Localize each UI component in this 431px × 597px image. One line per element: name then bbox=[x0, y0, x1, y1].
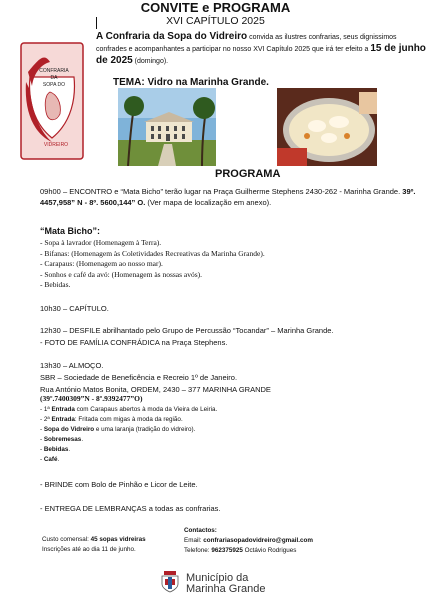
menu-rest: . bbox=[57, 456, 60, 463]
intro-text-2: (domingo). bbox=[132, 58, 169, 65]
telefone-line bbox=[184, 546, 313, 556]
encontro-text: – ENCONTRO e “Mata Bicho” terão lugar na Praça Guilherme Stephens 2430-262 - Marinha Grande. bbox=[60, 187, 403, 196]
telefone-number: 962375925 bbox=[211, 547, 243, 554]
list-item bbox=[40, 455, 217, 465]
list-item bbox=[40, 405, 217, 415]
list-item: - Sopa à lavrador (Homenagem à Terra). bbox=[40, 238, 162, 247]
menu-prefix: - 2ª bbox=[40, 416, 52, 423]
email-line bbox=[184, 536, 313, 546]
confraria-logo bbox=[20, 42, 84, 160]
menu-prefix: - bbox=[40, 456, 44, 463]
menu-bold: Sopa do Vidreiro bbox=[43, 426, 95, 433]
logo-line-3: SOPA DO bbox=[42, 82, 66, 88]
intro-paragraph bbox=[96, 31, 426, 67]
page-subtitle: XVI CAPÍTULO 2025 bbox=[166, 15, 265, 27]
lembrancas-rest: a todas as confrarias. bbox=[146, 504, 221, 513]
intro-text-1: convida as ilustres confrarias, seus dignissimos confrades e acompanhantes a participar no nosso XVI Capítulo 2025 que irá ter efeito a bbox=[96, 34, 397, 53]
list-item bbox=[40, 415, 217, 425]
menu-bold: Bebidas bbox=[43, 446, 69, 453]
menu-prefix: - bbox=[40, 446, 44, 453]
coords-line: (39º.7400309”N - 8º.9392477”O) bbox=[40, 394, 143, 403]
menu-rest: . bbox=[68, 446, 71, 453]
email-label: Email: bbox=[184, 537, 204, 544]
encontro-coords: 39º. 4457,958” N - 8º. 5600,144” O. bbox=[40, 187, 416, 207]
page-title: CONVITE e PROGRAMA bbox=[140, 0, 291, 15]
encontro-time: 09h00 bbox=[40, 187, 61, 196]
soup-photo bbox=[277, 88, 377, 166]
almoco-line: 13h30 – ALMOÇO. bbox=[40, 361, 104, 370]
menu-prefix: - bbox=[40, 436, 44, 443]
menu-prefix: - 1ª bbox=[40, 406, 52, 413]
brinde-line: - BRINDE com Bolo de Pinhão e Licor de Leite. bbox=[40, 480, 198, 489]
sbr-line: SBR – Sociedade de Beneficência e Recreio 1º de Janeiro. bbox=[40, 373, 238, 382]
list-item bbox=[40, 435, 217, 445]
custo-block bbox=[42, 535, 146, 555]
menu-bold: Entrada bbox=[51, 416, 75, 423]
list-item: - Bifanas: (Homenagem às Coletividades Recreativas da Marinha Grande). bbox=[40, 248, 265, 258]
event-date: 15 de junho de 2025 bbox=[96, 43, 426, 66]
list-item bbox=[40, 425, 217, 435]
telefone-label: Telefone: bbox=[184, 547, 212, 554]
building-photo bbox=[118, 88, 216, 166]
custo-line bbox=[42, 535, 146, 545]
menu-rest: e uma laranja (tradição do vidreiro). bbox=[94, 426, 196, 433]
contactos-block bbox=[184, 526, 313, 556]
municipio-name bbox=[186, 573, 266, 595]
logo-line-4: VIDREIRO bbox=[43, 142, 69, 148]
logo-line-1: CONFRARIA bbox=[39, 68, 69, 74]
menu-rest: . bbox=[81, 436, 84, 443]
programa-title: PROGRAMA bbox=[215, 168, 281, 180]
lembrancas-bold: - ENTREGA DE LEMBRANÇAS bbox=[40, 504, 147, 513]
menu-bold: Café bbox=[43, 456, 58, 463]
list-item: - Bebidas. bbox=[40, 280, 71, 289]
menu-list bbox=[40, 405, 217, 465]
inscricoes-line: Inscrições até ao dia 11 de junho. bbox=[42, 546, 136, 553]
list-item: - Sonhos e café da avó: (Homenagem às nossas avós). bbox=[40, 269, 203, 279]
encontro-block bbox=[40, 186, 420, 208]
lembrancas-line bbox=[40, 503, 221, 514]
municipio-line-1: Município da bbox=[186, 572, 249, 584]
text-cursor bbox=[96, 17, 97, 29]
list-item bbox=[40, 445, 217, 455]
logo-line-2: DA bbox=[50, 75, 58, 81]
municipio-line-2: Marinha Grande bbox=[186, 583, 266, 595]
menu-prefix: - bbox=[40, 426, 44, 433]
encontro-note: (Ver mapa de localização em anexo). bbox=[145, 198, 272, 207]
menu-bold: Entrada bbox=[51, 406, 75, 413]
desfile-line bbox=[40, 325, 420, 336]
list-item: - Carapaus: (Homenagem ao nosso mar). bbox=[40, 259, 163, 268]
custo-value: 45 sopas vidreiras bbox=[90, 536, 146, 543]
desfile-text: – DESFILE abrilhantado pelo Grupo de Percussão “Tocandar” – Marinha Grande. bbox=[60, 326, 334, 335]
mata-bicho-title: “Mata Bicho”: bbox=[40, 226, 101, 236]
municipio-crest-icon bbox=[160, 571, 180, 593]
telefone-name: Octávio Rodrigues bbox=[242, 547, 297, 554]
menu-rest: : Fritada com migas à moda da região. bbox=[74, 416, 183, 423]
contactos-title: Contactos: bbox=[184, 527, 217, 534]
address-line: Rua António Matos Bonita, ORDEM, 2430 – 377 MARINHA GRANDE bbox=[40, 385, 271, 394]
capitulo-line: 10h30 – CAPÍTULO. bbox=[40, 304, 109, 313]
menu-bold: Sobremesas bbox=[43, 436, 82, 443]
org-name: A Confraria da Sopa do Vidreiro bbox=[96, 31, 248, 42]
foto-line: - FOTO DE FAMÍLIA CONFRÁDICA na Praça Stephens. bbox=[40, 338, 228, 347]
custo-label: Custo comensal: bbox=[42, 536, 91, 543]
email-link[interactable]: confrariasopadovidreiro@gmail.com bbox=[203, 537, 313, 544]
theme-line: TEMA: Vidro na Marinha Grande. bbox=[113, 77, 269, 88]
menu-rest: com Carapaus abertos à moda da Vieira de Leiria. bbox=[74, 406, 218, 413]
mata-bicho-list bbox=[40, 238, 265, 291]
desfile-time: 12h30 bbox=[40, 326, 61, 335]
